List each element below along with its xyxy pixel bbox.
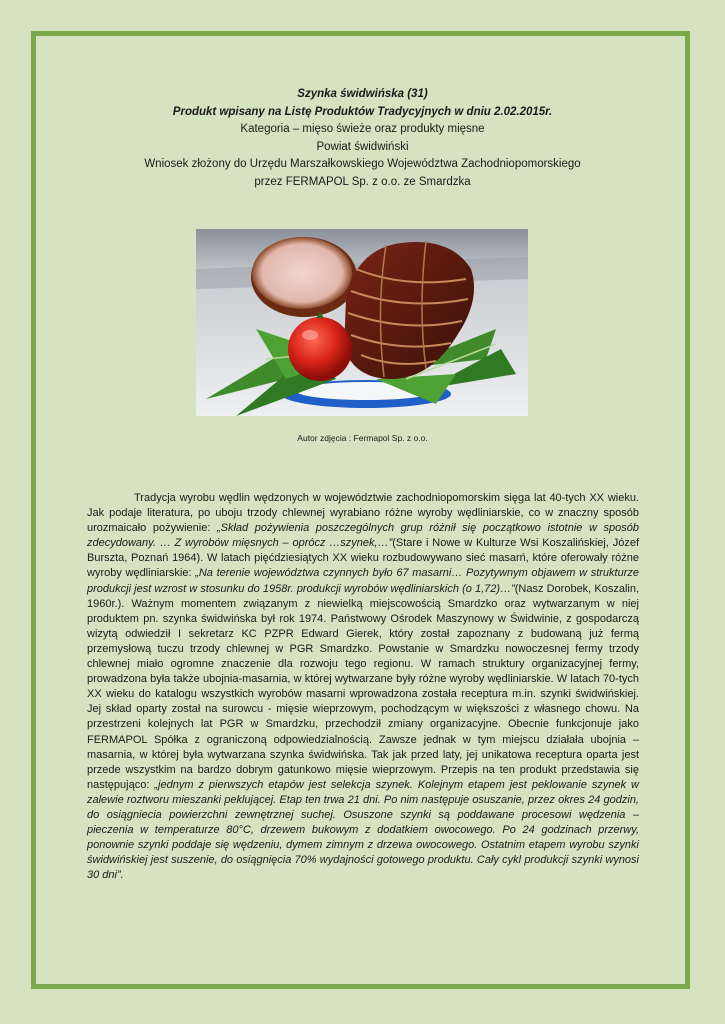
body-sentence-3: (Nasz Dorobek, Koszalin, 1960r.). Ważnym momentem związanym z niewielką miejscowością Smardzko oraz wytwarzanym w niej produktem pn. szynka świdwińska był rok 1974. Państwowy Ośrodek Maszynowy w Świdwinie, z gospodarczą wizytą odwiedził I sekretarz KC PZPR Edward Gierek, który został zapoznany z budowaną już fermą przemysłową tuczu trzody chlewnej w PGR Smardzko. Powstanie w Smardzku nowoczesnej fermy trzody chlewnej miało ogromne znaczenie dla rozwoju tego regionu. W ramach struktury organizacyjnej fermy, prowadzona była także ubojnia-masarnia, w której wytwarzane były różne wyroby wędliniarskie. W latach 70-tych XX wieku do katalogu wszystkich wyrobów masarni wprowadzona została receptura m.in. szynki świdwińskiej. Jej skład oparty został na surowcu - mięsie wieprzowym, pochodzącym w większości z własnego chowu. Na przestrzeni kolejnych lat PGR w Smardzku, przechodził zmiany organizacyjne. Obecnie funkcjonuje jako FERMAPOL Spółka z ograniczoną odpowiedzialnością. Zawsze jednak w tym miejscu działała ubojnia –masarnia, w której była wytwarzana szynka świdwińska. Tak jak przed laty, jej unikatowa receptura oparta jest przede wszystkim na bardzo dobrym gatunkowo mięsie wieprzowym. Przepis na ten produkt przedstawia się następująco: <box>87 582 640 791</box>
body-sentence-1: Tradycja wyrobu wędlin wędzonych w województwie zachodniopomorskim sięga lat 40-tych XX wieku. Jak podaje literatura, po uboju trzody chlewnej wyrabiano różne wyroby wędliniarskie, co w znaczny sposób urozmaicało pożywienie: <box>87 492 639 535</box>
body-text <box>87 491 639 883</box>
document-header <box>0 86 725 191</box>
photo-caption: Autor zdjęcia : Fermapol Sp. z o.o. <box>297 433 428 443</box>
recipe-quote: „jednym z pierwszych etapów jest selekcja szynek. Kolejnym etapem jest peklowanie szynek w zalewie roztworu mieszanki peklującej. Etap ten trwa 21 dni. Po nim następuje osuszanie, przez okres 24 godzin, do osiągniecia powierzchni zewnętrznej suchej. Osuszone szynki są poddawane procesowi wędzenia – pieczenia w temperaturze 80°C, drzewem bukowym z dodatkiem owocowego. Po 24 godzinach przerwy, ponownie szynki poddaje się wędzeniu, dymem zimnym z drzewa owocowego. Ostatnim etapem wyrobu szynki świdwińskiej jest suszenie, do osiągnięcia 70% wydajności gotowego produktu. Cały cykl produkcji szynki wynosi 30 dni”. <box>87 778 639 882</box>
quote-2: „Na terenie województwa czynnych było 67 masarni… Pozytywnym objawem w strukturze produkcji jest wzrost w stosunku do 1958r. produkcji wyrobów wędliniarskich (o 1,72)…” <box>87 567 639 595</box>
ham-photo <box>196 229 528 416</box>
product-title: Szynka świdwińska (31) <box>297 88 428 100</box>
registration-line: Produkt wpisany na Listę Produktów Tradycyjnych w dniu 2.02.2015r. <box>172 105 553 118</box>
quote-1: „Skład pożywienia poszczególnych grup różnił się początkowo istotnie w sposób zdecydowany. … Z wyrobów mięsnych – oprócz …szynek,…” <box>87 522 639 550</box>
category-line: Kategoria – mięso świeże oraz produkty mięsne <box>240 123 485 135</box>
body-paragraph <box>87 491 639 883</box>
application-line-1: Wniosek złożony do Urzędu Marszałkowskiego Województwa Zachodniopomorskiego <box>144 158 581 170</box>
application-line-2: przez FERMAPOL Sp. z o.o. ze Smardzka <box>254 175 471 188</box>
district-line: Powiat świdwiński <box>316 140 409 153</box>
body-sentence-2: (Stare i Nowe w Kulturze Wsi Koszalińskiej, Józef Burszta, Poznań 1964). W latach pięćdziesiątych XX wieku rozbudowywano sieć masarń, które oferowały różne wyroby wędliniarskie: <box>87 537 639 580</box>
